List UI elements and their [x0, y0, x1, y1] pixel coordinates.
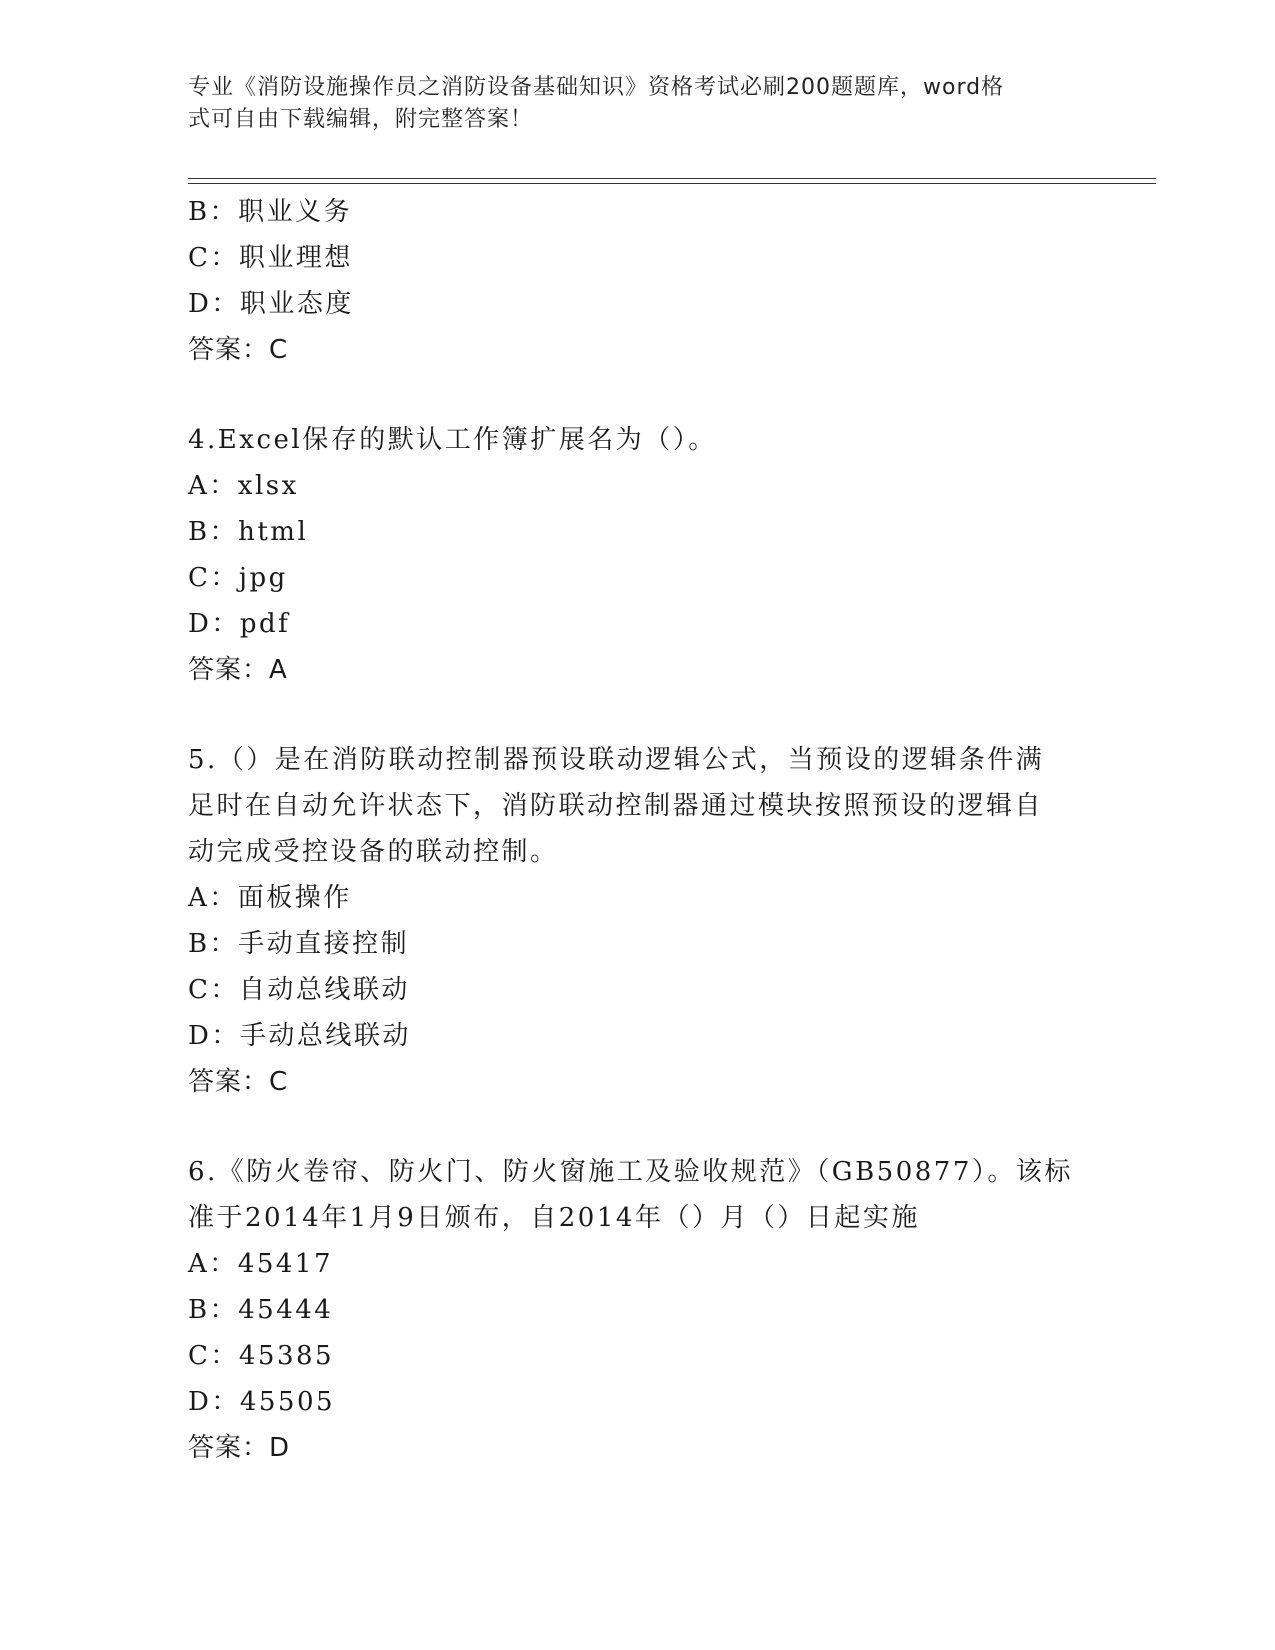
option-d: D：pdf [188, 609, 291, 639]
option-a: A：面板操作 [188, 883, 352, 913]
question-spacer [188, 373, 1088, 417]
question-4 [188, 417, 1088, 693]
option-b: B：职业义务 [188, 197, 353, 227]
question-5 [188, 737, 1088, 1105]
option-d: D：职业态度 [188, 289, 354, 319]
question-stem-line-2: 足时在自动允许状态下，消防联动控制器通过模块按照预设的逻辑自 [188, 791, 1044, 821]
option-d: D：手动总线联动 [188, 1021, 411, 1051]
option-a: A：45417 [188, 1249, 333, 1279]
option-b: B：45444 [188, 1295, 334, 1325]
answer-line: 答案：C [188, 1067, 289, 1097]
option-d: D：45505 [188, 1387, 336, 1417]
answer-line: 答案：A [188, 655, 288, 685]
question-list [188, 189, 1088, 1471]
option-c: C：自动总线联动 [188, 975, 410, 1005]
option-b: B：手动直接控制 [188, 929, 410, 959]
header-divider-top [188, 178, 1156, 179]
question-6 [188, 1149, 1088, 1471]
question-stem-line-2: 准于2014年1月9日颁布，自2014年（）月（）日起实施 [188, 1203, 920, 1233]
option-c: C：jpg [188, 563, 288, 593]
option-c: C：45385 [188, 1341, 335, 1371]
answer-line: 答案：C [188, 335, 289, 365]
question-stem-line-1: 6.《防火卷帘、防火门、防火窗施工及验收规范》（GB50877）。该标 [188, 1157, 1073, 1187]
answer-line: 答案：D [188, 1433, 291, 1463]
question-stem-line-3: 动完成受控设备的联动控制。 [188, 837, 559, 867]
header-line-1: 专业《消防设施操作员之消防设备基础知识》资格考试必刷200题题库，word格 [188, 75, 1005, 100]
option-a: A：xlsx [188, 471, 299, 501]
document-header [188, 72, 1068, 136]
question-stem: 4.Excel保存的默认工作簿扩展名为（）。 [188, 425, 717, 455]
question-spacer [188, 693, 1088, 737]
question-stem-line-1: 5.（）是在消防联动控制器预设联动逻辑公式，当预设的逻辑条件满 [188, 745, 1045, 775]
header-line-2: 式可自由下载编辑，附完整答案！ [188, 107, 534, 132]
option-c: C：职业理想 [188, 243, 353, 273]
header-divider-bottom [188, 183, 1156, 184]
question-spacer [188, 1105, 1088, 1149]
option-b: B：html [188, 517, 309, 547]
question-3 [188, 189, 1088, 373]
